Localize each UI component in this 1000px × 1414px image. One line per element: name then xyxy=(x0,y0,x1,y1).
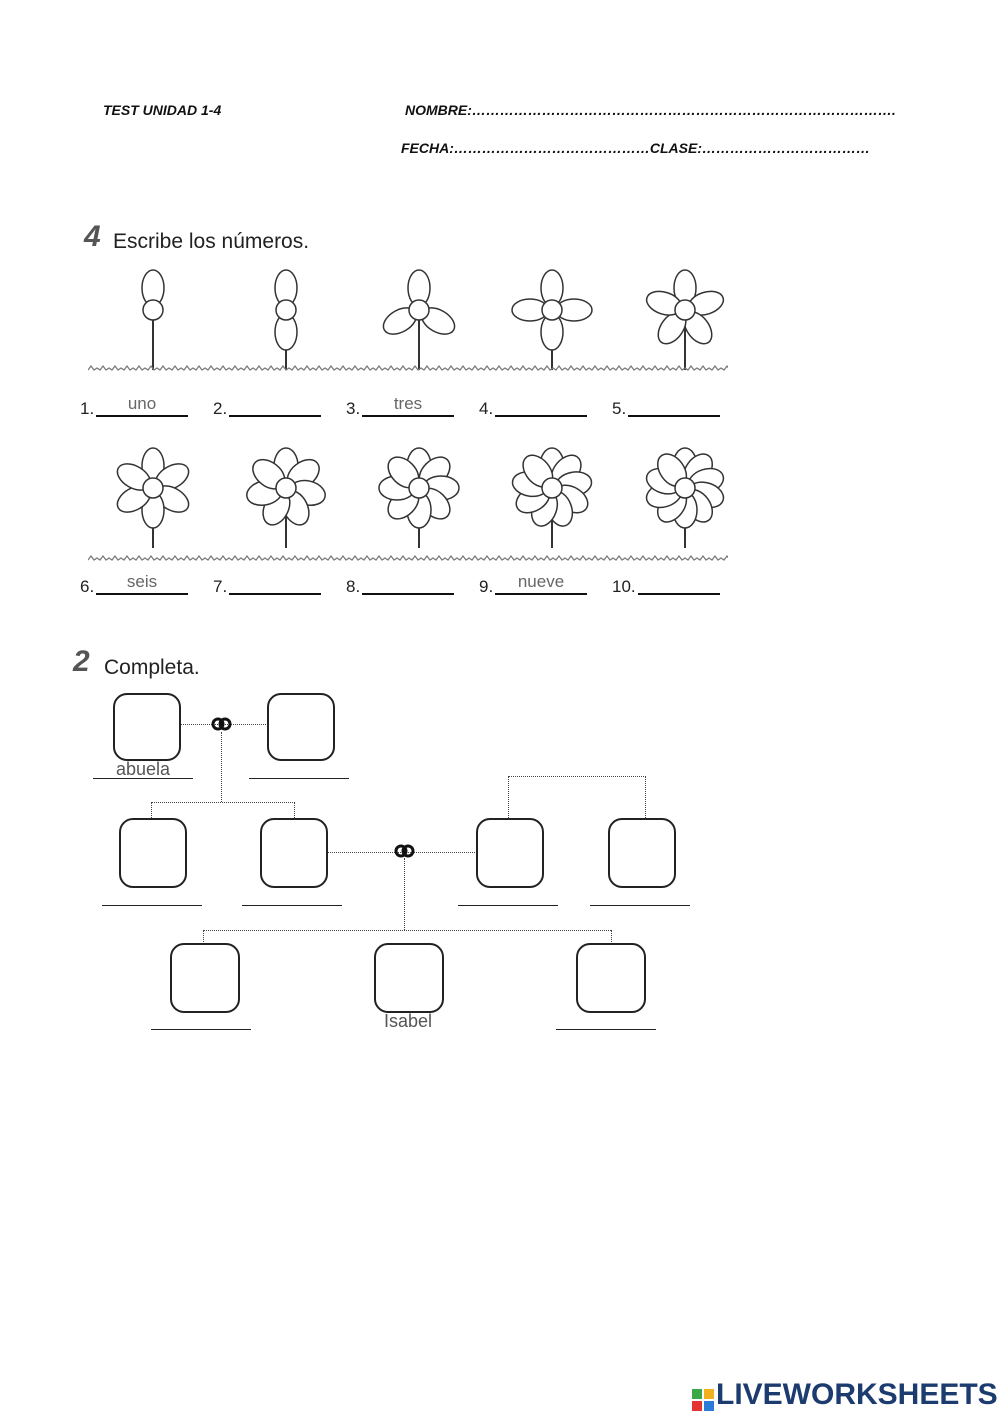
nombre-field: NOMBRE:………………………………………………………………………………. xyxy=(405,102,896,118)
isabel-portrait xyxy=(374,943,444,1013)
rings-icon xyxy=(211,716,233,732)
brother-portrait xyxy=(170,943,240,1013)
number-label: 7. xyxy=(213,577,228,596)
grandmother-portrait xyxy=(113,693,181,761)
grass-strip xyxy=(88,362,728,376)
answer-line xyxy=(229,593,321,595)
flower-center xyxy=(409,300,429,320)
aunt-portrait xyxy=(119,818,187,888)
answer-given: tres xyxy=(393,394,423,413)
grandfather-portrait xyxy=(267,693,335,761)
grandfather-input[interactable] xyxy=(249,758,349,778)
flower-9 xyxy=(497,440,607,552)
logo-icon xyxy=(692,1389,714,1411)
answer-input[interactable] xyxy=(638,573,720,593)
logo-text: LIVEWORKSHEETS xyxy=(716,1378,998,1411)
answer-input[interactable] xyxy=(495,395,587,415)
tree-connector xyxy=(203,930,204,944)
answer-given: uno xyxy=(127,394,157,413)
answer-line xyxy=(495,415,587,417)
answer-input[interactable] xyxy=(628,395,720,415)
test-title: TEST UNIDAD 1-4 xyxy=(103,102,222,118)
answer-line xyxy=(362,593,454,595)
brother-input[interactable] xyxy=(151,1009,251,1029)
aunt-2-answer-line xyxy=(590,905,690,906)
flower-6 xyxy=(98,440,208,552)
isabel-label: Isabel xyxy=(383,1011,433,1031)
flower-center xyxy=(143,300,163,320)
number-label: 6. xyxy=(80,577,95,596)
flower-center xyxy=(276,300,296,320)
flower-center xyxy=(542,300,562,320)
aunt-2-input[interactable] xyxy=(590,885,690,905)
tree-connector xyxy=(404,858,405,930)
answer-line xyxy=(96,593,188,595)
answer-line xyxy=(628,415,720,417)
flower-10 xyxy=(630,440,740,552)
answer-line xyxy=(638,593,720,595)
flower-center xyxy=(675,478,695,498)
answer-line xyxy=(495,593,587,595)
tree-connector xyxy=(203,930,611,931)
tree-connector xyxy=(508,776,509,818)
exercise-number: 4 xyxy=(84,220,101,253)
flower-1 xyxy=(98,262,208,374)
number-label: 5. xyxy=(612,399,627,418)
flower-2 xyxy=(231,262,341,374)
number-label: 1. xyxy=(80,399,95,418)
answer-line xyxy=(362,415,454,417)
number-label: 10. xyxy=(612,577,636,596)
exercise-number-2: 2 xyxy=(73,645,90,678)
exercise-title: Escribe los números. xyxy=(113,230,310,253)
flower-7 xyxy=(231,440,341,552)
answer-line xyxy=(229,415,321,417)
tree-connector xyxy=(508,776,646,777)
number-label: 4. xyxy=(479,399,494,418)
tree-connector xyxy=(221,732,222,802)
flower-center xyxy=(675,300,695,320)
number-label: 2. xyxy=(213,399,228,418)
answer-given: nueve xyxy=(517,572,565,591)
fecha-clase-field: FECHA:……………………………………CLASE:……………………………… xyxy=(401,140,870,156)
number-label: 8. xyxy=(346,577,361,596)
father-input[interactable] xyxy=(458,885,558,905)
flower-8 xyxy=(364,440,474,552)
answer-input[interactable] xyxy=(229,573,321,593)
answer-input[interactable] xyxy=(362,573,454,593)
flower-center xyxy=(276,478,296,498)
tree-connector xyxy=(151,802,295,803)
tree-connector xyxy=(611,930,612,944)
flower-5 xyxy=(630,262,740,374)
answer-input[interactable] xyxy=(229,395,321,415)
father-answer-line xyxy=(458,905,558,906)
number-label: 3. xyxy=(346,399,361,418)
tree-connector xyxy=(294,802,295,818)
flower-3 xyxy=(364,262,474,374)
exercise-title-2: Completa. xyxy=(104,656,200,679)
mother-portrait xyxy=(260,818,328,888)
answer-given: seis xyxy=(126,572,158,591)
grandmother-label: abuela xyxy=(115,759,171,779)
tree-connector xyxy=(645,776,646,818)
aunt-answer-line xyxy=(102,905,202,906)
brother-answer-line xyxy=(151,1029,251,1030)
aunt-input[interactable] xyxy=(102,885,202,905)
rings-icon xyxy=(394,843,416,859)
grass-strip xyxy=(88,552,728,566)
flower-center xyxy=(143,478,163,498)
liveworksheets-logo xyxy=(692,1378,998,1412)
father-portrait xyxy=(476,818,544,888)
answer-line xyxy=(96,415,188,417)
mother-input[interactable] xyxy=(242,885,342,905)
mother-answer-line xyxy=(242,905,342,906)
sister-input[interactable] xyxy=(556,1009,656,1029)
tree-connector xyxy=(151,802,152,818)
sister-answer-line xyxy=(556,1029,656,1030)
grandfather-answer-line xyxy=(249,778,349,779)
flower-center xyxy=(542,478,562,498)
sister-portrait xyxy=(576,943,646,1013)
number-label: 9. xyxy=(479,577,494,596)
aunt-2-portrait xyxy=(608,818,676,888)
flower-4 xyxy=(497,262,607,374)
flower-center xyxy=(409,478,429,498)
